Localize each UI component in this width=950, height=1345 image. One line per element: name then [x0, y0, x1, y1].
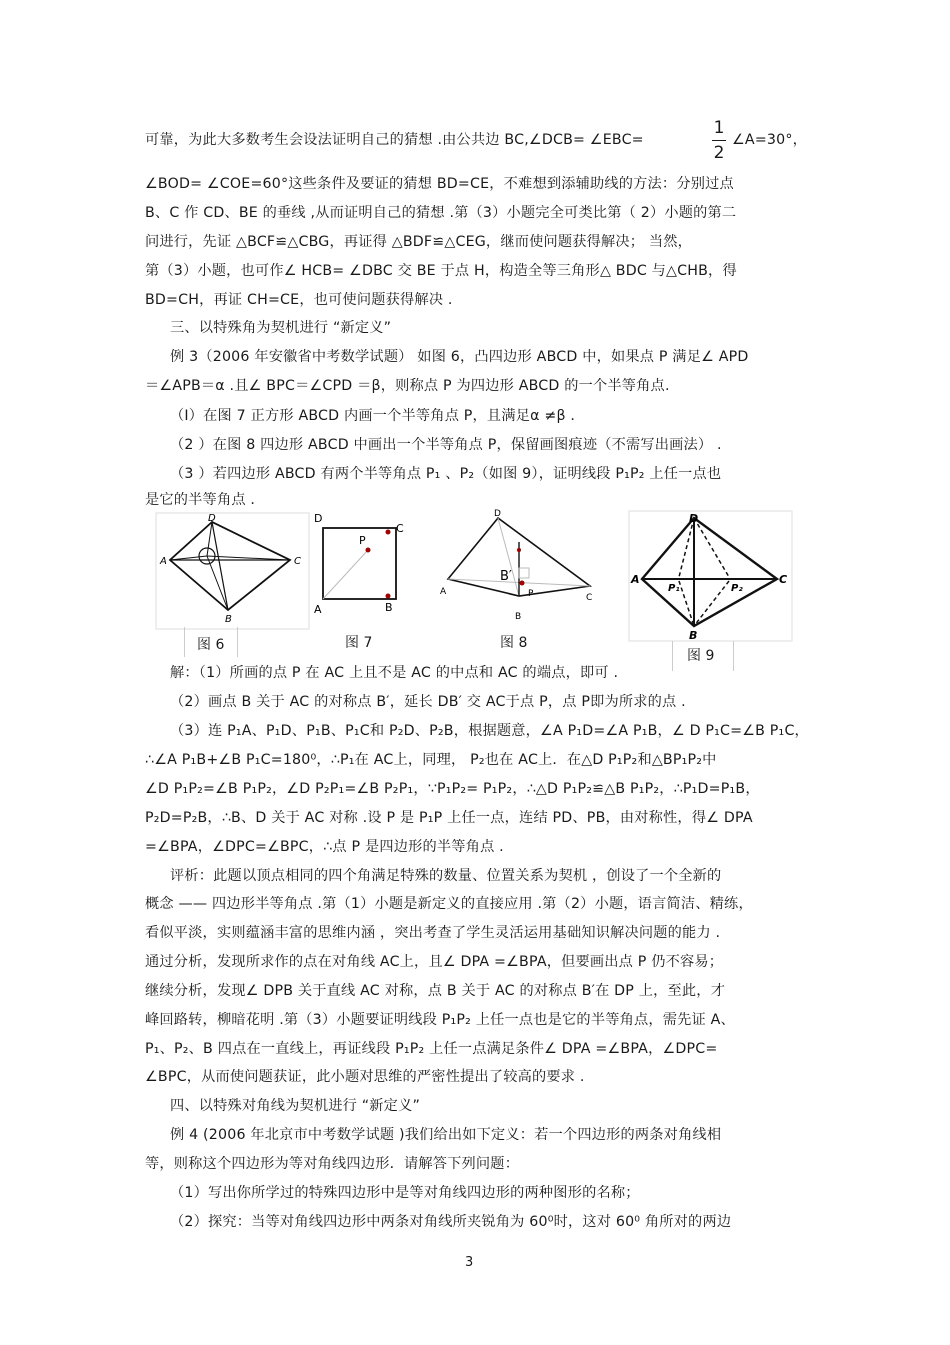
example-4-line-2: 等，则称这个四边形为等对角线四边形．请解答下列问题： — [145, 1156, 520, 1172]
figure-9-label-b: B — [689, 629, 698, 642]
figure-7-label-p: P — [359, 534, 366, 547]
figure-7-point-c — [386, 530, 391, 535]
figure-6-line-db — [212, 522, 228, 610]
figure-6-line-dp — [207, 522, 212, 556]
solution-line-6: P₂D=P₂B，∴B、D 关于 AC 对称 .设 P 是 P₁P 上任一点，连结 PD、PB，由对称性，得∠ DPA — [145, 810, 753, 826]
text-line-5: 第（3）小题，也可作∠ HCB= ∠DBC 交 BE 于点 H，构造全等三角形△ BDC 与△CHB，得 — [145, 263, 737, 279]
figure-8-label-d: D — [494, 509, 501, 519]
figure-6-label-c: C — [294, 556, 301, 567]
solution-line-7: =∠BPA，∠DPC=∠BPC，∴点 P 是四边形的半等角点 . — [145, 839, 504, 855]
example-4-part-1: （1）写出你所学过的特殊四边形中是等对角线四边形的两种图形的名称； — [170, 1185, 640, 1201]
figure-7-point-p — [366, 548, 371, 553]
figure-7-label-c: C — [396, 522, 404, 535]
figure-8-label-a: A — [440, 587, 447, 597]
solution-line-5: ∠D P₁P₂=∠B P₁P₂，∠D P₂P₁=∠B P₂P₁，∵P₁P₂= P₁P₂，∴△D P₁P₂≌△B P₁P₂，∴P₁D=P₁B， — [145, 781, 760, 797]
figure-8-line-db — [498, 518, 519, 596]
text-line-2: ∠BOD= ∠COE=60°这些条件及要证的猜想 BD=CE，不难想到添辅助线的方法：分别过点 — [145, 176, 734, 192]
example-3-part-1: （Ⅰ）在图 7 正方形 ABCD 内画一个半等角点 P，且满足α ≠β . — [170, 408, 576, 424]
solution-line-3: （3）连 P₁A、P₁D、P₁B、P₁C和 P₂D、P₂B，根据题意，∠A P₁D=∠A P₁B，∠ D P₁C=∠B P₁C， — [170, 723, 809, 739]
figure-6-label-b: B — [225, 614, 232, 625]
figure-7-point-b — [386, 594, 391, 599]
figure-8-label-c: C — [586, 593, 593, 603]
fraction-bar — [712, 140, 726, 141]
figure-9-label-a: A — [631, 573, 640, 586]
text-line-1b: ∠A=30°， — [732, 132, 808, 148]
figure-9-label-p1: P₁ — [668, 583, 680, 594]
example-4-part-2: （2）探究：当等对角线四边形中两条对角线所夹锐角为 60⁰时，这对 60⁰ 角所对的两边 — [170, 1214, 732, 1230]
text-line-6: BD=CH，再证 CH=CE，也可使问题获得解决 . — [145, 292, 453, 308]
figure-7 — [308, 510, 413, 620]
solution-line-4: ∴∠A P₁B+∠B P₁C=180⁰，∴P₁在 AC上，同理， P₂也在 AC上．在△D P₁P₂和△BP₁P₂中 — [145, 752, 717, 768]
figure-9-quadrilateral — [642, 518, 777, 626]
figure-8-caption: 图 8 — [500, 635, 528, 651]
figure-7-caption: 图 7 — [345, 635, 373, 651]
figure-7-label-b: B — [385, 601, 393, 614]
figure-8-label-bprime: B′ — [500, 569, 512, 584]
figure-9-label-p2: P₂ — [731, 583, 743, 594]
comment-line-6: 峰回路转，柳暗花明 .第（3）小题要证明线段 P₁P₂ 上任一点也是它的半等角点，需先证 A、 — [145, 1012, 735, 1028]
comment-line-1: 评析：此题以顶点相同的四个角满足特殊的数量、位置关系为契机 ，创设了一个全新的 — [170, 868, 722, 884]
figure-9-line-p2b — [694, 581, 729, 626]
figure-8-point-bprime — [517, 548, 521, 552]
figure-9-line-dp2 — [694, 518, 729, 577]
figure-6-label-a: A — [160, 556, 167, 567]
figure-8-right-angle — [519, 568, 529, 578]
comment-line-8: ∠BPC，从而使问题获证，此小题对思维的严密性提出了较高的要求 . — [145, 1069, 585, 1085]
figure-9-label-c: C — [779, 573, 788, 586]
example-3-part-3: （3 ）若四边形 ABCD 有两个半等角点 P₁ 、P₂（如图 9），证明线段 P₁P₂ 上任一点也 — [170, 466, 722, 482]
figure-6-label-d: D — [208, 513, 216, 524]
figure-7-label-d: D — [314, 512, 323, 525]
text-line-3: B、C 作 CD、BE 的垂线 ,从而证明自己的猜想 .第（3）小题完全可类比第（ 2）小题的第二 — [145, 205, 737, 221]
figure-6-frame — [156, 513, 309, 629]
text-line-1: 可靠，为此大多数考生会设法证明自己的猜想 .由公共边 BC,∠DCB= ∠EBC= — [145, 132, 644, 148]
figure-7-diagonal — [323, 550, 368, 599]
example-3-line-2: ＝∠APB＝α .且∠ BPC＝∠CPD ＝β，则称点 P 为四边形 ABCD 的一个半等角点. — [145, 378, 670, 394]
section-heading-4: 四、以特殊对角线为契机进行 “新定义” — [170, 1098, 421, 1114]
example-4-line-1: 例 4 (2006 年北京市中考数学试题 )我们给出如下定义：若一个四边形的两条对角线相 — [170, 1127, 722, 1143]
section-heading-3: 三、以特殊角为契机进行 “新定义” — [170, 320, 392, 336]
example-3-part-2: （2 ）在图 8 四边形 ABCD 中画出一个半等角点 P，保留画图痕迹（不需写出画法） . — [170, 437, 722, 453]
figure-8-point-p — [520, 581, 525, 586]
comment-line-3: 看似平淡，实则蕴涵丰富的思维内涵 ，突出考查了学生灵活运用基础知识解决问题的能力 . — [145, 925, 721, 941]
comment-line-2: 概念 —— 四边形半等角点 .第（1）小题是新定义的直接应用 .第（2）小题，语言简洁、精练， — [145, 896, 753, 912]
fraction-numerator: 1 — [713, 118, 725, 138]
figure-8 — [432, 506, 602, 626]
comment-line-4: 通过分析，发现所求作的点在对角线 AC上，且∠ DPA =∠BPA，但要画出点 P 仍不容易； — [145, 954, 724, 970]
comment-line-7: P₁、P₂、B 四点在一直线上，再证线段 P₁P₂ 上任一点满足条件∠ DPA =∠BPA，∠DPC= — [145, 1041, 718, 1057]
example-3-line-1: 例 3（2006 年安徽省中考数学试题） 如图 6，凸四边形 ABCD 中，如果点 P 满足∠ APD — [170, 349, 749, 365]
figure-6-caption-box — [184, 627, 238, 657]
figure-6-quadrilateral — [170, 522, 290, 610]
solution-line-2: （2）画点 B 关于 AC 的对称点 B′，延长 DB′ 交 AC于点 P，点 P即为所求的点 . — [170, 694, 686, 710]
fraction-denominator: 2 — [713, 143, 725, 163]
text-line-4: 问进行，先证 △BCF≌△CBG，再证得 △BDF≌△CEG，继而使问题获得解决； 当然， — [145, 234, 693, 250]
page-number: 3 — [465, 1255, 474, 1270]
figure-9 — [628, 510, 793, 642]
figure-8-label-p: P — [528, 589, 534, 599]
solution-line-1: 解：（1）所画的点 P 在 AC 上且不是 AC 的中点和 AC 的端点，即可 . — [170, 665, 619, 681]
figure-9-label-d: D — [689, 512, 699, 525]
figure-6-caption: 图 6 — [197, 637, 225, 653]
figure-7-label-a: A — [314, 603, 322, 616]
fraction-one-half — [712, 118, 726, 163]
figure-9-caption: 图 9 — [687, 648, 715, 664]
figure-8-label-b: B — [515, 612, 522, 622]
figure-6 — [155, 512, 310, 630]
example-3-part-3-cont: 是它的半等角点 . — [145, 492, 256, 508]
comment-line-5: 继续分析，发现∠ DPB 关于直线 AC 对称，点 B 关于 AC 的对称点 B′在 DP 上，至此，才 — [145, 983, 726, 999]
